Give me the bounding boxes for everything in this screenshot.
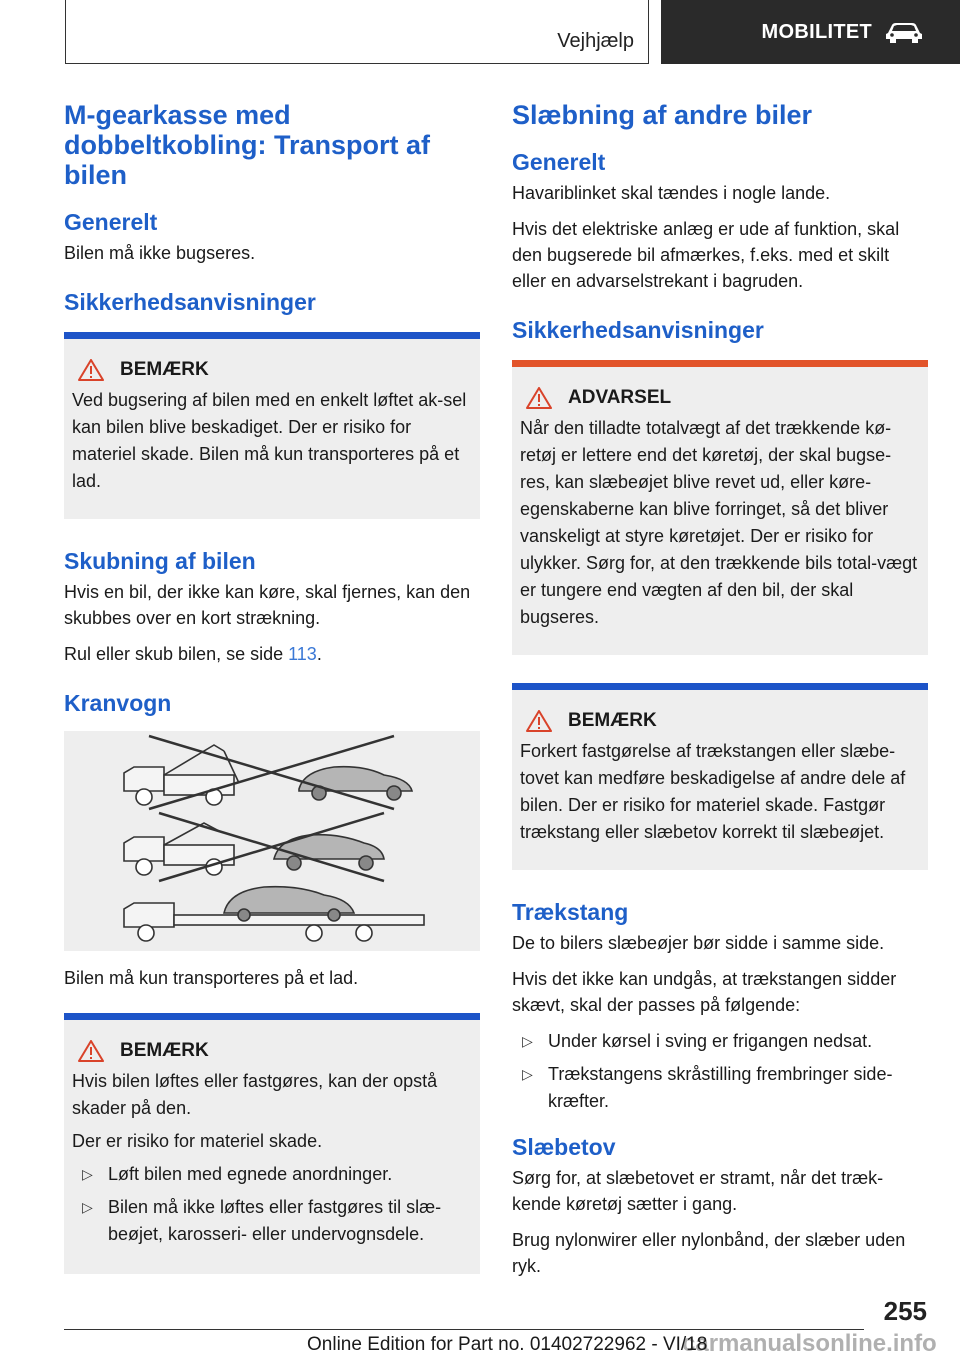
notice-box bbox=[64, 1013, 480, 1274]
notice-label: BEMÆRK bbox=[120, 359, 209, 380]
paragraph: Hvis en bil, der ikke kan køre, skal fjernes, kan den skubbes over en kort strækning. bbox=[64, 582, 471, 628]
notice-header bbox=[72, 359, 472, 381]
warning-header bbox=[520, 387, 920, 409]
notice-text: Hvis bilen løftes eller fastgøres, kan der opstå skader på den. bbox=[72, 1071, 438, 1118]
car-icon bbox=[884, 21, 924, 43]
section-title-dct: M-gearkasse med dobbeltkobling: Transport af bilen bbox=[64, 100, 430, 190]
towing-illustration bbox=[64, 731, 480, 951]
list-item bbox=[72, 1161, 472, 1188]
triangle-bullet-icon: ▷ bbox=[82, 1199, 93, 1215]
list-item bbox=[512, 1028, 928, 1055]
list-item-text: Løft bilen med egnede anordninger. bbox=[108, 1164, 393, 1184]
warning-triangle-icon bbox=[78, 1040, 104, 1062]
page-number: 255 bbox=[883, 1296, 927, 1326]
paragraph: Hvis det ikke kan undgås, at trækstangen sidder skævt, skal der passes på følgende: bbox=[512, 969, 897, 1015]
section-title: Vejhjælp bbox=[557, 30, 634, 52]
edition-footer: Online Edition for Part no. 01402722962 - VI/18 bbox=[307, 1334, 708, 1355]
heading-towbar: Trækstang bbox=[512, 899, 629, 925]
figure-caption: Bilen må kun transporteres på et lad. bbox=[64, 968, 359, 988]
notice-box bbox=[64, 332, 480, 519]
list-item bbox=[72, 1194, 472, 1248]
paragraph: De to bilers slæbeøjer bør sidde i samme side. bbox=[512, 933, 885, 953]
paragraph: Bilen må ikke bugseres. bbox=[64, 243, 256, 263]
list-item-text: Under kørsel i sving er frigangen nedsat. bbox=[548, 1031, 873, 1051]
paragraph: Hvis det elektriske anlæg er ude af funktion, skal den bugserede bil afmærkes, f.eks. med et skilt eller en advarselstrekant i bagruden. bbox=[512, 219, 900, 291]
heading-generelt: Generelt bbox=[512, 149, 606, 175]
heading-safety: Sikkerhedsanvisninger bbox=[64, 289, 316, 315]
warning-text: Når den tilladte totalvægt af det trækkende kø-retøj er lettere end det køretøj, der skal bugse-res, kan slæbeøjet blive revet ud, eller køre-egenskaberne kan blive forringet, så det bliver vanskeligt at styre køretøjet. Der er risiko for ulykker. Sørg for, at den trækkende bils total-vægt er tungere end vægten af den bil, der skal bugseres. bbox=[520, 418, 918, 627]
paragraph-with-link bbox=[64, 641, 480, 667]
heading-rope: Slæbetov bbox=[512, 1134, 616, 1160]
section-title-towing: Slæbning af andre biler bbox=[512, 100, 813, 130]
flatbed-truck-figure bbox=[124, 887, 424, 941]
paragraph: Havariblinket skal tændes i nogle lande. bbox=[512, 183, 831, 203]
heading-crane: Kranvogn bbox=[64, 690, 172, 716]
watermark: carmanualsonline.info bbox=[682, 1330, 937, 1357]
text: Rul eller skub bilen, se side bbox=[64, 644, 289, 664]
warning-label: ADVARSEL bbox=[568, 387, 672, 408]
notice-list bbox=[72, 1161, 472, 1248]
paragraph: Brug nylonwirer eller nylonbånd, der slæber uden ryk. bbox=[512, 1230, 906, 1276]
text: . bbox=[316, 644, 322, 664]
right-column bbox=[512, 100, 928, 1289]
paragraph: Sørg for, at slæbetovet er stramt, når det træk-kende køretøj sætter i gang. bbox=[512, 1168, 884, 1214]
heading-safety: Sikkerhedsanvisninger bbox=[512, 317, 764, 343]
page-link[interactable]: 113 bbox=[288, 644, 317, 664]
list-item-text: Trækstangens skråstilling frembringer side-kræfter. bbox=[548, 1064, 893, 1111]
warning-box bbox=[512, 360, 928, 655]
triangle-bullet-icon: ▷ bbox=[522, 1066, 533, 1082]
triangle-bullet-icon: ▷ bbox=[522, 1033, 533, 1049]
chapter-tab bbox=[661, 0, 960, 64]
notice-label: BEMÆRK bbox=[120, 1040, 209, 1061]
tow-truck-wheel-lift-figure bbox=[124, 813, 384, 881]
heading-generelt: Generelt bbox=[64, 209, 158, 235]
list-item bbox=[512, 1061, 928, 1115]
notice-text: Der er risiko for materiel skade. bbox=[72, 1131, 323, 1151]
towing-methods-figure bbox=[64, 731, 480, 951]
tow-truck-lift-figure bbox=[124, 736, 412, 809]
warning-triangle-icon bbox=[78, 359, 104, 381]
triangle-bullet-icon: ▷ bbox=[82, 1166, 93, 1182]
warning-triangle-icon bbox=[526, 710, 552, 732]
warning-triangle-icon bbox=[526, 387, 552, 409]
left-column bbox=[64, 100, 480, 1302]
towbar-list bbox=[512, 1028, 928, 1115]
list-item-text: Bilen må ikke løftes eller fastgøres til slæ-beøjet, karosseri- eller undervognsdele. bbox=[108, 1197, 442, 1244]
notice-text: Forkert fastgørelse af trækstangen eller slæbe-tovet kan medføre beskadigelse af andre dele af bilen. Der er risiko for materiel skade. Fastgør trækstang eller slæbetov korrekt til slæbeøjet. bbox=[520, 741, 906, 842]
notice-label: BEMÆRK bbox=[568, 710, 657, 731]
notice-text: Ved bugsering af bilen med en enkelt løftet ak-sel kan bilen blive beskadiget. Der er risiko for materiel skade. Bilen må kun transporteres på et lad. bbox=[72, 390, 467, 491]
chapter-tab-label: MOBILITET bbox=[761, 20, 872, 43]
notice-header bbox=[520, 710, 920, 732]
heading-push: Skubning af bilen bbox=[64, 548, 256, 574]
notice-header bbox=[72, 1040, 472, 1062]
notice-box bbox=[512, 683, 928, 870]
